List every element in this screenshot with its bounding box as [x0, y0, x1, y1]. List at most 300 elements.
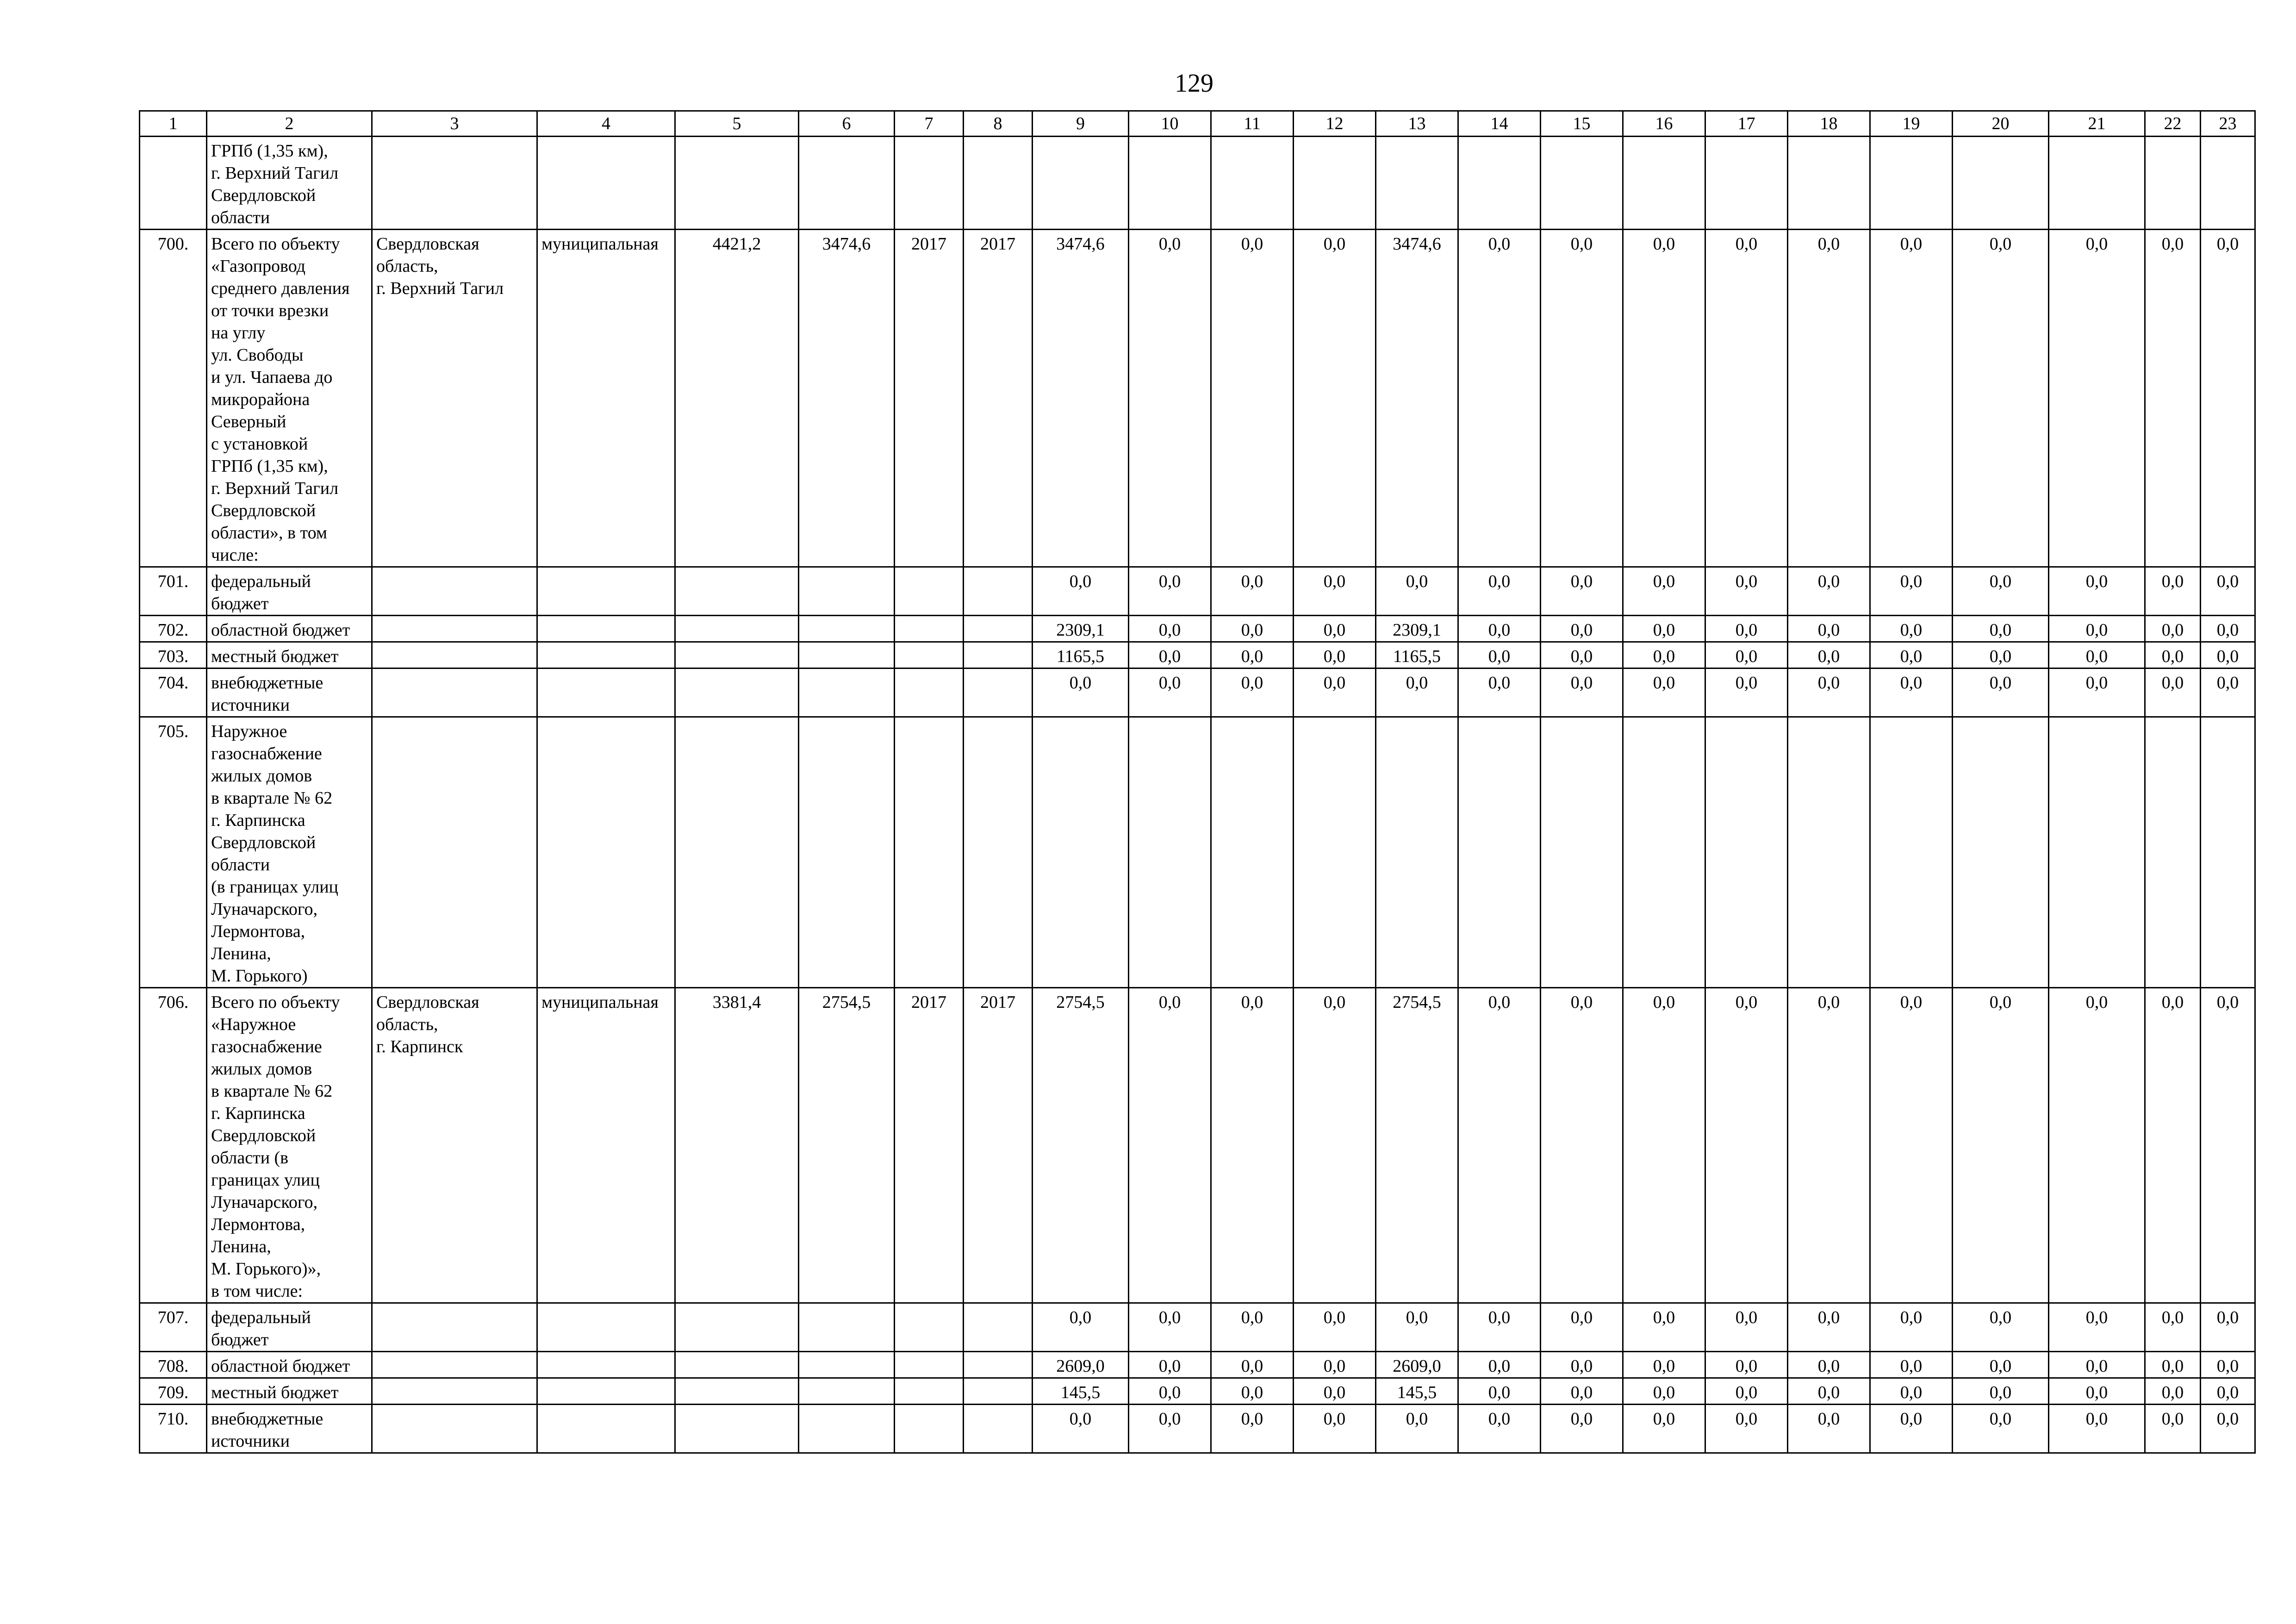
value-cell-col-14: 0,0 — [1458, 1378, 1541, 1405]
value-cell-col-5 — [675, 1378, 799, 1405]
value-cell-col-18: 0,0 — [1788, 1405, 1870, 1453]
value-cell-col-6 — [799, 616, 895, 642]
value-cell-col-20: 0,0 — [1953, 1352, 2049, 1378]
value-cell-col-22: 0,0 — [2145, 567, 2201, 616]
value-cell-col-12: 0,0 — [1294, 1405, 1376, 1453]
column-number-1: 1 — [140, 111, 207, 137]
column-number-12: 12 — [1294, 111, 1376, 137]
ownership-cell — [537, 1303, 675, 1352]
value-cell-col-21: 0,0 — [2049, 616, 2145, 642]
value-cell-col-17 — [1705, 137, 1788, 230]
value-cell-col-15: 0,0 — [1541, 668, 1623, 717]
value-cell-col-23: 0,0 — [2201, 567, 2255, 616]
value-cell-col-9: 0,0 — [1033, 567, 1129, 616]
value-cell-col-11: 0,0 — [1211, 988, 1294, 1303]
value-cell-col-8 — [964, 668, 1033, 717]
row-number-cell: 710. — [140, 1405, 207, 1453]
page-number: 129 — [1175, 69, 1213, 98]
value-cell-col-9: 3474,6 — [1033, 230, 1129, 567]
column-number-7: 7 — [895, 111, 964, 137]
value-cell-col-18: 0,0 — [1788, 230, 1870, 567]
value-cell-col-6 — [799, 1352, 895, 1378]
value-cell-col-7 — [895, 137, 964, 230]
value-cell-col-6 — [799, 1378, 895, 1405]
value-cell-col-7: 2017 — [895, 230, 964, 567]
value-cell-col-19: 0,0 — [1870, 1405, 1953, 1453]
value-cell-col-20: 0,0 — [1953, 668, 2049, 717]
value-cell-col-6 — [799, 567, 895, 616]
object-name-cell: внебюджетные источники — [207, 1405, 372, 1453]
value-cell-col-17: 0,0 — [1705, 616, 1788, 642]
value-cell-col-19 — [1870, 717, 1953, 988]
location-cell: Свердловская область, г. Карпинск — [372, 988, 537, 1303]
value-cell-col-8 — [964, 137, 1033, 230]
table-row — [140, 1352, 2255, 1378]
value-cell-col-6: 2754,5 — [799, 988, 895, 1303]
value-cell-col-5 — [675, 1303, 799, 1352]
value-cell-col-11: 0,0 — [1211, 1352, 1294, 1378]
value-cell-col-8 — [964, 1352, 1033, 1378]
value-cell-col-9: 1165,5 — [1033, 642, 1129, 668]
value-cell-col-21: 0,0 — [2049, 642, 2145, 668]
value-cell-col-23 — [2201, 137, 2255, 230]
value-cell-col-21 — [2049, 717, 2145, 988]
value-cell-col-20: 0,0 — [1953, 230, 2049, 567]
column-number-13: 13 — [1376, 111, 1458, 137]
ownership-cell — [537, 717, 675, 988]
value-cell-col-14: 0,0 — [1458, 668, 1541, 717]
value-cell-col-19: 0,0 — [1870, 988, 1953, 1303]
location-cell — [372, 616, 537, 642]
table-row — [140, 230, 2255, 567]
value-cell-col-17: 0,0 — [1705, 642, 1788, 668]
value-cell-col-19: 0,0 — [1870, 1378, 1953, 1405]
value-cell-col-11: 0,0 — [1211, 1405, 1294, 1453]
value-cell-col-13 — [1376, 137, 1458, 230]
value-cell-col-7 — [895, 567, 964, 616]
value-cell-col-8 — [964, 1378, 1033, 1405]
value-cell-col-11: 0,0 — [1211, 567, 1294, 616]
value-cell-col-9: 145,5 — [1033, 1378, 1129, 1405]
value-cell-col-8 — [964, 642, 1033, 668]
value-cell-col-5 — [675, 1405, 799, 1453]
value-cell-col-9 — [1033, 137, 1129, 230]
row-number-cell: 703. — [140, 642, 207, 668]
value-cell-col-17: 0,0 — [1705, 1352, 1788, 1378]
value-cell-col-17: 0,0 — [1705, 988, 1788, 1303]
value-cell-col-13: 2754,5 — [1376, 988, 1458, 1303]
location-cell — [372, 668, 537, 717]
value-cell-col-7 — [895, 717, 964, 988]
column-number-22: 22 — [2145, 111, 2201, 137]
column-number-8: 8 — [964, 111, 1033, 137]
value-cell-col-20: 0,0 — [1953, 567, 2049, 616]
value-cell-col-22: 0,0 — [2145, 1405, 2201, 1453]
table-row — [140, 137, 2255, 230]
object-name-cell: Всего по объекту «Газопровод среднего давления от точки врезки на углу ул. Свободы и ул. Чапаева до микрорайона Северный с установкой ГРПб (1,35 км), г. Верхний Тагил Свердловской области», в том числе: — [207, 230, 372, 567]
table-row — [140, 642, 2255, 668]
value-cell-col-19: 0,0 — [1870, 1352, 1953, 1378]
value-cell-col-11: 0,0 — [1211, 1303, 1294, 1352]
table-row — [140, 668, 2255, 717]
value-cell-col-7 — [895, 1303, 964, 1352]
value-cell-col-23: 0,0 — [2201, 1405, 2255, 1453]
value-cell-col-20: 0,0 — [1953, 1378, 2049, 1405]
value-cell-col-12: 0,0 — [1294, 616, 1376, 642]
object-name-cell: Наружное газоснабжение жилых домов в квартале № 62 г. Карпинска Свердловской области (в границах улиц Луначарского, Лермонтова, Ленина, М. Горького) — [207, 717, 372, 988]
ownership-cell — [537, 567, 675, 616]
value-cell-col-6 — [799, 642, 895, 668]
value-cell-col-12: 0,0 — [1294, 1378, 1376, 1405]
value-cell-col-11 — [1211, 137, 1294, 230]
value-cell-col-22: 0,0 — [2145, 230, 2201, 567]
row-number-cell: 708. — [140, 1352, 207, 1378]
value-cell-col-5 — [675, 668, 799, 717]
value-cell-col-9: 2609,0 — [1033, 1352, 1129, 1378]
value-cell-col-8: 2017 — [964, 230, 1033, 567]
value-cell-col-16: 0,0 — [1623, 1405, 1705, 1453]
value-cell-col-14: 0,0 — [1458, 1303, 1541, 1352]
value-cell-col-17: 0,0 — [1705, 668, 1788, 717]
value-cell-col-13: 145,5 — [1376, 1378, 1458, 1405]
value-cell-col-6 — [799, 1303, 895, 1352]
value-cell-col-20: 0,0 — [1953, 1405, 2049, 1453]
value-cell-col-22: 0,0 — [2145, 616, 2201, 642]
value-cell-col-10 — [1129, 137, 1211, 230]
value-cell-col-7 — [895, 1352, 964, 1378]
object-name-cell: внебюджетные источники — [207, 668, 372, 717]
value-cell-col-19 — [1870, 137, 1953, 230]
ownership-cell — [537, 668, 675, 717]
table-row — [140, 1378, 2255, 1405]
value-cell-col-16: 0,0 — [1623, 1303, 1705, 1352]
value-cell-col-8 — [964, 1405, 1033, 1453]
value-cell-col-13: 2309,1 — [1376, 616, 1458, 642]
column-number-17: 17 — [1705, 111, 1788, 137]
row-number-cell: 705. — [140, 717, 207, 988]
value-cell-col-9: 0,0 — [1033, 668, 1129, 717]
value-cell-col-14: 0,0 — [1458, 642, 1541, 668]
value-cell-col-12: 0,0 — [1294, 668, 1376, 717]
value-cell-col-10: 0,0 — [1129, 616, 1211, 642]
value-cell-col-18 — [1788, 717, 1870, 988]
value-cell-col-6 — [799, 668, 895, 717]
value-cell-col-6 — [799, 1405, 895, 1453]
value-cell-col-23: 0,0 — [2201, 668, 2255, 717]
value-cell-col-15: 0,0 — [1541, 642, 1623, 668]
table-body — [140, 111, 2255, 1453]
value-cell-col-10: 0,0 — [1129, 1378, 1211, 1405]
value-cell-col-10: 0,0 — [1129, 642, 1211, 668]
location-cell — [372, 567, 537, 616]
value-cell-col-23: 0,0 — [2201, 642, 2255, 668]
value-cell-col-18: 0,0 — [1788, 1378, 1870, 1405]
investment-table — [139, 110, 2256, 1454]
value-cell-col-23: 0,0 — [2201, 616, 2255, 642]
value-cell-col-17: 0,0 — [1705, 1405, 1788, 1453]
value-cell-col-16: 0,0 — [1623, 567, 1705, 616]
value-cell-col-15: 0,0 — [1541, 616, 1623, 642]
value-cell-col-12: 0,0 — [1294, 567, 1376, 616]
column-number-10: 10 — [1129, 111, 1211, 137]
object-name-cell: областной бюджет — [207, 1352, 372, 1378]
value-cell-col-22: 0,0 — [2145, 1378, 2201, 1405]
location-cell — [372, 137, 537, 230]
value-cell-col-11 — [1211, 717, 1294, 988]
value-cell-col-9: 0,0 — [1033, 1405, 1129, 1453]
value-cell-col-18: 0,0 — [1788, 616, 1870, 642]
location-cell — [372, 717, 537, 988]
value-cell-col-16 — [1623, 137, 1705, 230]
value-cell-col-5 — [675, 567, 799, 616]
value-cell-col-6 — [799, 717, 895, 988]
value-cell-col-10: 0,0 — [1129, 668, 1211, 717]
value-cell-col-20: 0,0 — [1953, 1303, 2049, 1352]
value-cell-col-15: 0,0 — [1541, 1352, 1623, 1378]
value-cell-col-7: 2017 — [895, 988, 964, 1303]
value-cell-col-13: 0,0 — [1376, 1405, 1458, 1453]
value-cell-col-7 — [895, 616, 964, 642]
value-cell-col-11: 0,0 — [1211, 230, 1294, 567]
value-cell-col-18: 0,0 — [1788, 668, 1870, 717]
value-cell-col-16 — [1623, 717, 1705, 988]
value-cell-col-10 — [1129, 717, 1211, 988]
value-cell-col-20: 0,0 — [1953, 642, 2049, 668]
column-number-9: 9 — [1033, 111, 1129, 137]
table-row — [140, 1405, 2255, 1453]
value-cell-col-14: 0,0 — [1458, 1352, 1541, 1378]
value-cell-col-16: 0,0 — [1623, 1352, 1705, 1378]
value-cell-col-10: 0,0 — [1129, 230, 1211, 567]
value-cell-col-18: 0,0 — [1788, 1303, 1870, 1352]
ownership-cell: муниципальная — [537, 988, 675, 1303]
value-cell-col-13: 2609,0 — [1376, 1352, 1458, 1378]
value-cell-col-11: 0,0 — [1211, 1378, 1294, 1405]
value-cell-col-12 — [1294, 717, 1376, 988]
value-cell-col-15: 0,0 — [1541, 1378, 1623, 1405]
value-cell-col-23: 0,0 — [2201, 1378, 2255, 1405]
value-cell-col-16: 0,0 — [1623, 668, 1705, 717]
value-cell-col-19: 0,0 — [1870, 1303, 1953, 1352]
column-number-4: 4 — [537, 111, 675, 137]
column-number-14: 14 — [1458, 111, 1541, 137]
ownership-cell — [537, 616, 675, 642]
value-cell-col-21 — [2049, 137, 2145, 230]
value-cell-col-22: 0,0 — [2145, 1303, 2201, 1352]
location-cell — [372, 1405, 537, 1453]
value-cell-col-17: 0,0 — [1705, 1378, 1788, 1405]
ownership-cell — [537, 1352, 675, 1378]
value-cell-col-16: 0,0 — [1623, 1378, 1705, 1405]
column-number-18: 18 — [1788, 111, 1870, 137]
value-cell-col-14: 0,0 — [1458, 1405, 1541, 1453]
value-cell-col-22: 0,0 — [2145, 668, 2201, 717]
row-number-cell: 707. — [140, 1303, 207, 1352]
value-cell-col-8 — [964, 616, 1033, 642]
value-cell-col-23: 0,0 — [2201, 1352, 2255, 1378]
value-cell-col-13: 1165,5 — [1376, 642, 1458, 668]
ownership-cell — [537, 137, 675, 230]
value-cell-col-14: 0,0 — [1458, 567, 1541, 616]
ownership-cell — [537, 1378, 675, 1405]
value-cell-col-23: 0,0 — [2201, 988, 2255, 1303]
value-cell-col-23: 0,0 — [2201, 230, 2255, 567]
value-cell-col-6: 3474,6 — [799, 230, 895, 567]
value-cell-col-12: 0,0 — [1294, 1303, 1376, 1352]
value-cell-col-16: 0,0 — [1623, 230, 1705, 567]
column-number-6: 6 — [799, 111, 895, 137]
table-row — [140, 616, 2255, 642]
object-name-cell: областной бюджет — [207, 616, 372, 642]
value-cell-col-13: 3474,6 — [1376, 230, 1458, 567]
value-cell-col-18 — [1788, 137, 1870, 230]
value-cell-col-19: 0,0 — [1870, 616, 1953, 642]
value-cell-col-9: 2754,5 — [1033, 988, 1129, 1303]
value-cell-col-5: 4421,2 — [675, 230, 799, 567]
value-cell-col-18: 0,0 — [1788, 1352, 1870, 1378]
value-cell-col-19: 0,0 — [1870, 668, 1953, 717]
value-cell-col-17: 0,0 — [1705, 567, 1788, 616]
value-cell-col-7 — [895, 642, 964, 668]
value-cell-col-22: 0,0 — [2145, 988, 2201, 1303]
value-cell-col-22 — [2145, 717, 2201, 988]
location-cell — [372, 642, 537, 668]
value-cell-col-21: 0,0 — [2049, 230, 2145, 567]
value-cell-col-21: 0,0 — [2049, 1303, 2145, 1352]
location-cell — [372, 1352, 537, 1378]
value-cell-col-10: 0,0 — [1129, 988, 1211, 1303]
value-cell-col-7 — [895, 1405, 964, 1453]
value-cell-col-20 — [1953, 717, 2049, 988]
value-cell-col-18: 0,0 — [1788, 567, 1870, 616]
value-cell-col-5 — [675, 642, 799, 668]
value-cell-col-15 — [1541, 717, 1623, 988]
value-cell-col-10: 0,0 — [1129, 1352, 1211, 1378]
value-cell-col-20: 0,0 — [1953, 988, 2049, 1303]
value-cell-col-8: 2017 — [964, 988, 1033, 1303]
value-cell-col-23: 0,0 — [2201, 1303, 2255, 1352]
value-cell-col-16: 0,0 — [1623, 988, 1705, 1303]
value-cell-col-20: 0,0 — [1953, 616, 2049, 642]
value-cell-col-15: 0,0 — [1541, 1303, 1623, 1352]
column-number-3: 3 — [372, 111, 537, 137]
value-cell-col-7 — [895, 668, 964, 717]
column-number-row — [140, 111, 2255, 137]
table-row — [140, 567, 2255, 616]
value-cell-col-15 — [1541, 137, 1623, 230]
value-cell-col-21: 0,0 — [2049, 1405, 2145, 1453]
value-cell-col-16: 0,0 — [1623, 616, 1705, 642]
value-cell-col-21: 0,0 — [2049, 668, 2145, 717]
value-cell-col-21: 0,0 — [2049, 1352, 2145, 1378]
value-cell-col-15: 0,0 — [1541, 1405, 1623, 1453]
object-name-cell: местный бюджет — [207, 642, 372, 668]
value-cell-col-10: 0,0 — [1129, 1303, 1211, 1352]
value-cell-col-13: 0,0 — [1376, 1303, 1458, 1352]
value-cell-col-9 — [1033, 717, 1129, 988]
value-cell-col-8 — [964, 717, 1033, 988]
row-number-cell: 704. — [140, 668, 207, 717]
value-cell-col-19: 0,0 — [1870, 642, 1953, 668]
value-cell-col-11: 0,0 — [1211, 642, 1294, 668]
value-cell-col-19: 0,0 — [1870, 567, 1953, 616]
row-number-cell: 702. — [140, 616, 207, 642]
value-cell-col-15: 0,0 — [1541, 988, 1623, 1303]
column-number-20: 20 — [1953, 111, 2049, 137]
value-cell-col-9: 2309,1 — [1033, 616, 1129, 642]
column-number-2: 2 — [207, 111, 372, 137]
value-cell-col-21: 0,0 — [2049, 567, 2145, 616]
value-cell-col-22: 0,0 — [2145, 1352, 2201, 1378]
value-cell-col-12: 0,0 — [1294, 988, 1376, 1303]
value-cell-col-21: 0,0 — [2049, 1378, 2145, 1405]
value-cell-col-6 — [799, 137, 895, 230]
row-number-cell: 706. — [140, 988, 207, 1303]
object-name-cell: федеральный бюджет — [207, 1303, 372, 1352]
location-cell — [372, 1303, 537, 1352]
value-cell-col-14: 0,0 — [1458, 988, 1541, 1303]
value-cell-col-5 — [675, 717, 799, 988]
row-number-cell: 700. — [140, 230, 207, 567]
row-number-cell: 709. — [140, 1378, 207, 1405]
value-cell-col-13 — [1376, 717, 1458, 988]
table-row — [140, 717, 2255, 988]
value-cell-col-8 — [964, 567, 1033, 616]
value-cell-col-13: 0,0 — [1376, 668, 1458, 717]
column-number-21: 21 — [2049, 111, 2145, 137]
value-cell-col-22 — [2145, 137, 2201, 230]
value-cell-col-10: 0,0 — [1129, 567, 1211, 616]
ownership-cell: муниципальная — [537, 230, 675, 567]
ownership-cell — [537, 642, 675, 668]
value-cell-col-12 — [1294, 137, 1376, 230]
column-number-5: 5 — [675, 111, 799, 137]
column-number-11: 11 — [1211, 111, 1294, 137]
value-cell-col-15: 0,0 — [1541, 567, 1623, 616]
column-number-19: 19 — [1870, 111, 1953, 137]
value-cell-col-5 — [675, 137, 799, 230]
value-cell-col-11: 0,0 — [1211, 616, 1294, 642]
value-cell-col-12: 0,0 — [1294, 642, 1376, 668]
column-number-23: 23 — [2201, 111, 2255, 137]
value-cell-col-12: 0,0 — [1294, 230, 1376, 567]
location-cell — [372, 1378, 537, 1405]
object-name-cell: Всего по объекту «Наружное газоснабжение жилых домов в квартале № 62 г. Карпинска Свердловской области (в границах улиц Луначарского, Лермонтова, Ленина, М. Горького)», в том числе: — [207, 988, 372, 1303]
value-cell-col-11: 0,0 — [1211, 668, 1294, 717]
value-cell-col-17: 0,0 — [1705, 230, 1788, 567]
value-cell-col-18: 0,0 — [1788, 988, 1870, 1303]
table-row — [140, 988, 2255, 1303]
row-number-cell: 701. — [140, 567, 207, 616]
value-cell-col-20 — [1953, 137, 2049, 230]
value-cell-col-10: 0,0 — [1129, 1405, 1211, 1453]
value-cell-col-14 — [1458, 137, 1541, 230]
value-cell-col-14: 0,0 — [1458, 230, 1541, 567]
value-cell-col-17 — [1705, 717, 1788, 988]
location-cell: Свердловская область, г. Верхний Тагил — [372, 230, 537, 567]
value-cell-col-5: 3381,4 — [675, 988, 799, 1303]
value-cell-col-5 — [675, 1352, 799, 1378]
value-cell-col-21: 0,0 — [2049, 988, 2145, 1303]
row-number-cell — [140, 137, 207, 230]
value-cell-col-22: 0,0 — [2145, 642, 2201, 668]
value-cell-col-13: 0,0 — [1376, 567, 1458, 616]
value-cell-col-23 — [2201, 717, 2255, 988]
value-cell-col-9: 0,0 — [1033, 1303, 1129, 1352]
value-cell-col-14: 0,0 — [1458, 616, 1541, 642]
ownership-cell — [537, 1405, 675, 1453]
value-cell-col-14 — [1458, 717, 1541, 988]
